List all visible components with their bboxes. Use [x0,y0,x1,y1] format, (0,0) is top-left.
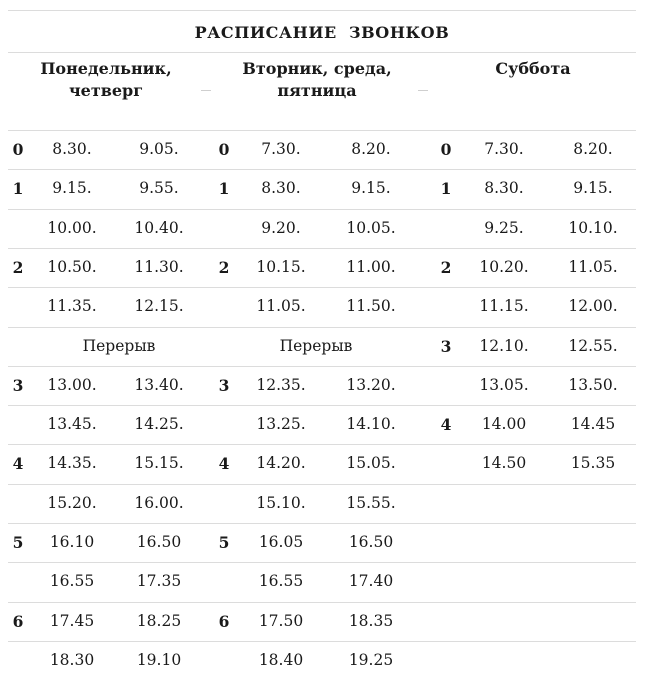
end-time: 11.05. [568,258,618,276]
lesson-number [435,209,457,248]
start-time: 8.30. [52,140,92,158]
lesson-number: 0 [12,140,24,159]
end-time: 12.15. [134,297,184,315]
header-tue-wed-fri-line1: Вторник, среда, [242,59,392,78]
lesson-number [435,366,457,405]
start-time: 16.05 [258,533,304,551]
end-time: 16.50 [136,533,182,551]
start-time: 18.30 [49,651,95,669]
end-time: 13.20. [346,376,396,394]
lesson-number: 4 [12,454,24,473]
start-time: 9.20. [261,219,301,237]
lesson-number: 2 [218,258,230,277]
lesson-number [213,641,235,680]
end-time: 12.55. [568,337,618,355]
end-time: 9.05. [139,140,179,158]
start-time: 9.25. [484,219,524,237]
lesson-number: 5 [12,533,24,552]
end-time: 15.55. [346,494,396,512]
lesson-number: 5 [218,533,230,552]
lesson-number: 3 [218,376,230,395]
lesson-number: 3 [440,337,452,356]
end-time: 19.25 [348,651,394,669]
header-dash [201,90,211,91]
start-time: 9.15. [52,179,92,197]
lesson-number: 1 [218,179,230,198]
start-time: 14.50 [481,454,527,472]
page-title: РАСПИСАНИЕ ЗВОНКОВ [194,22,450,42]
end-time: 9.15. [351,179,391,197]
header-mon-thu-line1: Понедельник, [40,59,172,78]
break-label: Перерыв [279,337,353,355]
start-time: 16.55 [49,572,95,590]
end-time: 15.35 [570,454,616,472]
lesson-number: 6 [218,612,230,631]
end-time: 16.50 [348,533,394,551]
start-time: 17.45 [49,612,95,630]
start-time: 10.00. [47,219,97,237]
end-time: 10.40. [134,219,184,237]
header-tue-wed-fri [214,58,420,102]
start-time: 11.35. [47,297,97,315]
divider [8,10,636,11]
lesson-number [213,562,235,601]
lesson-number [213,287,235,326]
end-time: 13.40. [134,376,184,394]
end-time: 10.10. [568,219,618,237]
lesson-number: 1 [12,179,24,198]
lesson-number: 1 [440,179,452,198]
end-time: 11.50. [346,297,396,315]
lesson-number [7,641,29,680]
lesson-number: 4 [218,454,230,473]
end-time: 9.15. [573,179,613,197]
start-time: 7.30. [261,140,301,158]
start-time: 13.45. [47,415,97,433]
lesson-number [7,209,29,248]
end-time: 17.35 [136,572,182,590]
lesson-number [7,405,29,444]
header-saturday [430,58,636,80]
end-time: 19.10 [136,651,182,669]
start-time: 15.10. [256,494,306,512]
end-time: 12.00. [568,297,618,315]
start-time: 8.30. [484,179,524,197]
lesson-number: 4 [440,415,452,434]
lesson-number [435,444,457,483]
start-time: 10.50. [47,258,97,276]
end-time: 11.30. [134,258,184,276]
start-time: 11.15. [479,297,529,315]
end-time: 13.50. [568,376,618,394]
start-time: 13.00. [47,376,97,394]
header-dash [418,90,428,91]
divider [8,52,636,53]
end-time: 11.00. [346,258,396,276]
start-time: 14.00 [481,415,527,433]
start-time: 10.15. [256,258,306,276]
end-time: 18.25 [136,612,182,630]
end-time: 17.40 [348,572,394,590]
lesson-number [213,209,235,248]
lesson-number: 2 [12,258,24,277]
start-time: 11.05. [256,297,306,315]
lesson-number: 0 [218,140,230,159]
start-time: 8.30. [261,179,301,197]
end-time: 14.45 [570,415,616,433]
start-time: 13.05. [479,376,529,394]
end-time: 8.20. [573,140,613,158]
lesson-number: 0 [440,140,452,159]
lesson-number [7,484,29,523]
start-time: 17.50 [258,612,304,630]
start-time: 16.10 [49,533,95,551]
lesson-number [7,287,29,326]
lesson-number [435,287,457,326]
start-time: 13.25. [256,415,306,433]
end-time: 14.10. [346,415,396,433]
end-time: 15.15. [134,454,184,472]
start-time: 16.55 [258,572,304,590]
lesson-number [213,405,235,444]
start-time: 15.20. [47,494,97,512]
end-time: 15.05. [346,454,396,472]
header-mon-thu [8,58,204,102]
lesson-number: 3 [12,376,24,395]
start-time: 12.35. [256,376,306,394]
break-label: Перерыв [82,337,156,355]
header-mon-thu-line2: четверг [68,81,144,100]
lesson-number: 2 [440,258,452,277]
end-time: 16.00. [134,494,184,512]
lesson-number [7,562,29,601]
start-time: 14.35. [47,454,97,472]
end-time: 8.20. [351,140,391,158]
header-saturday-label: Суббота [495,59,571,78]
header-tue-wed-fri-line2: пятница [277,81,357,100]
start-time: 18.40 [258,651,304,669]
start-time: 12.10. [479,337,529,355]
start-time: 14.20. [256,454,306,472]
lesson-number: 6 [12,612,24,631]
end-time: 14.25. [134,415,184,433]
start-time: 10.20. [479,258,529,276]
end-time: 10.05. [346,219,396,237]
end-time: 18.35 [348,612,394,630]
lesson-number [213,484,235,523]
end-time: 9.55. [139,179,179,197]
start-time: 7.30. [484,140,524,158]
